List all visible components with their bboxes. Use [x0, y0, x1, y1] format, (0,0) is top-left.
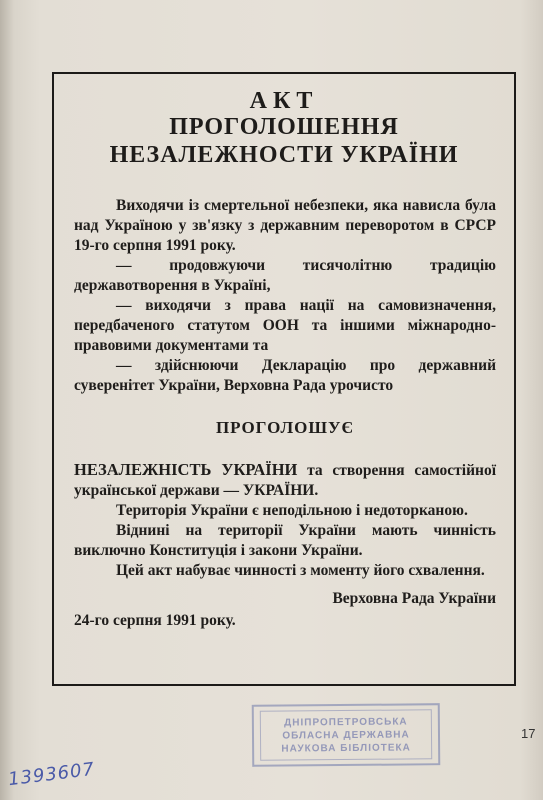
stamp-line-1: ДНІПРОПЕТРОВСЬКА — [284, 716, 408, 729]
document-date: 24-го серпня 1991 року. — [74, 612, 236, 629]
title-independence: НЕЗАЛЕЖНОСТИ УКРАЇНИ — [109, 142, 459, 168]
independence-emphasis: НЕЗАЛЕЖНІСТЬ УКРАЇНИ — [74, 460, 298, 479]
paragraph-declaration: — здійснюючи Декларацію про державний суверенітет України, Верховна Рада урочисто — [74, 357, 496, 394]
stamp-line-2: ОБЛАСНА ДЕРЖАВНА — [282, 729, 410, 742]
stamp-line-3: НАУКОВА БІБЛІОТЕКА — [281, 742, 411, 755]
paragraph-independence — [74, 460, 496, 501]
paragraph-constitution: Віднині на території України мають чинність виключно Конституція і закони України. — [74, 522, 496, 559]
paragraph-effect: Цей акт набуває чинності з моменту його схвалення. — [116, 562, 485, 579]
handwritten-inventory-number: 1393607 — [7, 758, 97, 791]
paragraph-territory: Територія України є неподільною і недоторканою. — [116, 502, 468, 519]
library-stamp — [252, 703, 441, 767]
independence-rest: та створення самостійної української держави — УКРАЇНИ. — [74, 462, 496, 499]
title-proclamation: ПРОГОЛОШЕННЯ — [169, 114, 399, 140]
page-number: 17 — [521, 726, 536, 741]
title-act: АКТ — [249, 88, 319, 114]
document-body — [74, 196, 496, 631]
signature: Верховна Рада України — [332, 590, 496, 607]
paragraph-self-determination: — виходячи з права нації на самовизначення, передбаченого статутом ООН та іншими міжнародно-правовими документами та — [74, 297, 496, 354]
proclaims-heading: ПРОГОЛОШУЄ — [215, 418, 355, 437]
paragraph-tradition: — продовжуючи тисячолітню традицію державотворення в Україні, — [74, 257, 496, 294]
paragraph-intro: Виходячи із смертельної небезпеки, яка нависла була над Україною у зв'язку з державним переворотом в СРСР 19-го серпня 1991 року. — [74, 197, 496, 254]
